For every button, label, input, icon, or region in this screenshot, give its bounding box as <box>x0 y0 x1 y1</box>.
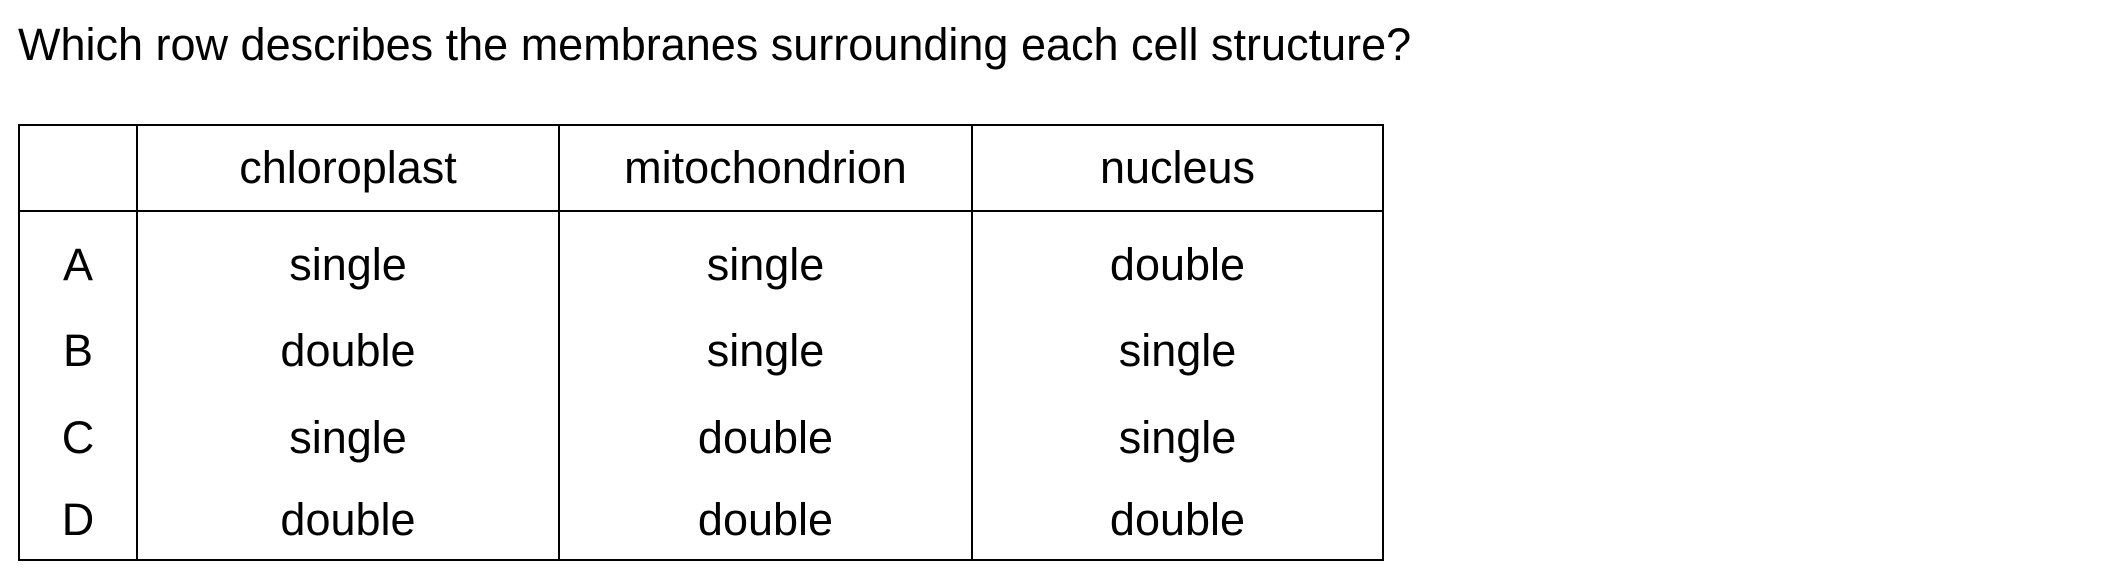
row-letter: C <box>19 394 137 481</box>
table-row[interactable] <box>19 481 1383 560</box>
table-cell: single <box>972 394 1383 481</box>
table-row[interactable] <box>19 211 1383 307</box>
corner-cell <box>19 125 137 211</box>
table-cell: double <box>137 481 559 560</box>
table-cell: double <box>559 481 972 560</box>
table-row[interactable] <box>19 307 1383 394</box>
header-mitochondrion: mitochondrion <box>559 125 972 211</box>
table-row[interactable] <box>19 394 1383 481</box>
answer-table <box>18 124 1384 561</box>
header-nucleus: nucleus <box>972 125 1383 211</box>
table-cell: double <box>972 211 1383 307</box>
table-cell: single <box>559 211 972 307</box>
header-row <box>19 125 1383 211</box>
table-cell: single <box>972 307 1383 394</box>
table-cell: single <box>137 394 559 481</box>
table-cell: double <box>559 394 972 481</box>
row-letter: A <box>19 211 137 307</box>
header-chloroplast: chloroplast <box>137 125 559 211</box>
question-text: Which row describes the membranes surrounding each cell structure? <box>18 19 1412 70</box>
table-cell: single <box>137 211 559 307</box>
table-cell: single <box>559 307 972 394</box>
table-cell: double <box>972 481 1383 560</box>
row-letter: B <box>19 307 137 394</box>
row-letter: D <box>19 481 137 560</box>
table-cell: double <box>137 307 559 394</box>
